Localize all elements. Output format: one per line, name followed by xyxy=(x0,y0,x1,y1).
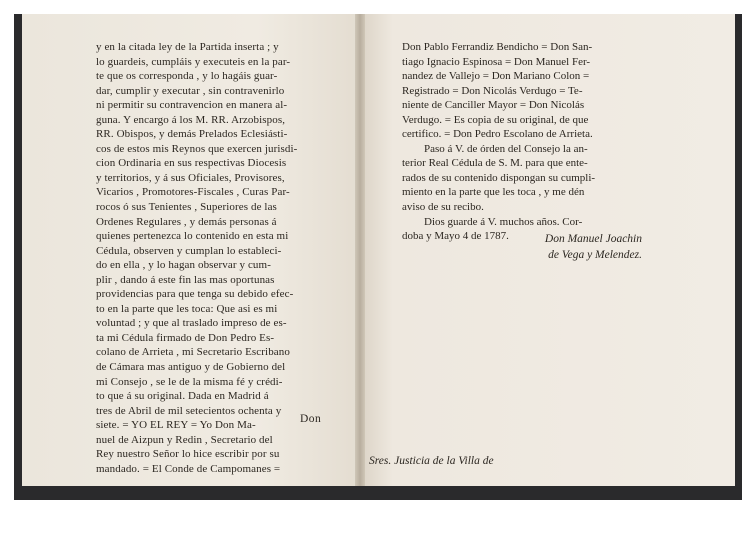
right-page-text xyxy=(402,40,646,244)
text-line: mi Consejo , se le de la misma fé y crédi- xyxy=(96,375,283,388)
text-line: Registrado = Don Nicolás Verdugo = Te- xyxy=(402,84,583,97)
text-line: mandado. = El Conde de Campomanes = xyxy=(96,462,281,475)
text-line: Dios guarde á V. muchos años. Cor- xyxy=(424,215,583,228)
left-page-text xyxy=(96,40,330,476)
text-line: guna. Y encargo á los M. RR. Arzobispos, xyxy=(96,113,286,126)
text-line: Verdugo. = Es copia de su original, de que xyxy=(402,113,589,126)
text-line: cion Ordinaria en sus respectivas Diocesis xyxy=(96,157,287,170)
text-line: siete. = YO EL REY = Yo Don Ma- xyxy=(96,419,256,432)
text-line: providencias para que tenga su debido efec- xyxy=(96,288,294,301)
text-line: quienes pertenezca lo contenido en esta mi xyxy=(96,230,289,243)
text-line: colano de Arrieta , mi Secretario Escribano xyxy=(96,346,290,359)
text-line: y territorios, y á sus Oficiales, Provisores, xyxy=(96,171,285,184)
text-line: ta mi Cédula firmado de Don Pedro Es- xyxy=(96,331,275,344)
text-line: certifico. = Don Pedro Escolano de Arrieta. xyxy=(402,128,593,141)
text-line: de Cámara mas antiguo y de Gobierno del xyxy=(96,361,286,374)
text-line: rocos ó sus Tenientes , Superiores de las xyxy=(96,201,277,214)
text-line: Ordenes Regulares , y demás personas á xyxy=(96,215,277,228)
catchword: Don xyxy=(300,413,322,425)
text-line: do en ella , y lo hagan observar y cum- xyxy=(96,259,271,272)
text-line: RR. Obispos, y demás Prelados Eclesiásti- xyxy=(96,128,288,141)
addressee-line: Sres. Justicia de la Villa de xyxy=(369,455,494,467)
text-line: tiago Ignacio Espinosa = Don Manuel Fer- xyxy=(402,55,591,68)
text-line: Don Pablo Ferrandiz Bendicho = Don San- xyxy=(402,41,593,53)
text-line: to en la parte que les toca: Que asi es mi xyxy=(96,302,278,315)
text-line: niente de Canciller Mayor = Don Nicolás xyxy=(402,99,585,112)
text-line: y en la citada ley de la Partida inserta ; y xyxy=(96,41,279,53)
text-line: to que á su original. Dada en Madrid á xyxy=(96,390,269,403)
text-line: Vicarios , Promotores-Fiscales , Curas Par- xyxy=(96,186,290,199)
text-line: terior Real Cédula de S. M. para que ente- xyxy=(402,157,588,170)
text-line: cos de estos mis Reynos que exercen jurisdi- xyxy=(96,142,298,155)
text-line: Paso á V. de órden del Consejo la an- xyxy=(424,142,588,155)
text-line: Cédula, observen y cumplan lo estableci- xyxy=(96,244,282,257)
book-gutter xyxy=(355,14,365,486)
text-line: voluntad ; y que al traslado impreso de es- xyxy=(96,317,287,330)
signature-line: Don Manuel Joachin xyxy=(544,233,642,245)
text-line: aviso de su recibo. xyxy=(402,201,484,214)
text-line: Rey nuestro Señor lo hice escribir por su xyxy=(96,448,280,461)
text-line: miento en la parte que les toca , y me dén xyxy=(402,186,585,199)
text-line: dar, cumplir y executar , sin contravenirlo xyxy=(96,84,285,97)
signature-line: de Vega y Melendez. xyxy=(548,249,642,261)
text-line: lo guardeis, cumpláis y executeis en la par- xyxy=(96,55,291,68)
text-line: te que os corresponda , y lo hagáis guar- xyxy=(96,70,278,83)
text-line: plir , dando á este fin las mas oportunas xyxy=(96,273,275,286)
text-line: nandez de Vallejo = Don Mariano Colon = xyxy=(402,70,590,83)
signature xyxy=(512,231,642,263)
text-line: rados de su contenido dispongan su cumpli- xyxy=(402,171,596,184)
text-line: nuel de Aizpun y Redin , Secretario del xyxy=(96,433,273,446)
text-line: doba y Mayo 4 de 1787. xyxy=(402,230,509,243)
text-line: ni permitir su contravencion en manera al- xyxy=(96,99,288,112)
text-line: tres de Abril de mil setecientos ochenta y xyxy=(96,404,282,417)
